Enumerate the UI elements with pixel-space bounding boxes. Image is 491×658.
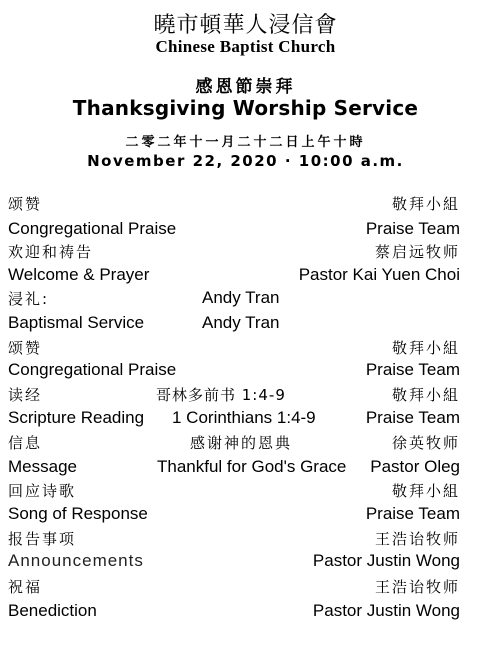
program-item-welcome-english xyxy=(8,265,460,287)
item-leader-english: Praise Team xyxy=(365,219,460,238)
program-item-scripture-chinese xyxy=(8,384,460,406)
item-leader-chinese: 敬拜小組 xyxy=(391,339,460,357)
program-item-announcements-chinese xyxy=(8,528,460,550)
item-title-english: Message xyxy=(8,457,77,476)
item-detail-chinese: Andy Tran xyxy=(202,288,280,307)
item-leader-chinese: 蔡启远牧师 xyxy=(374,243,460,261)
program-item-message-english xyxy=(8,457,460,479)
program-item-praise-2-english xyxy=(8,360,460,382)
program-item-baptism-chinese xyxy=(8,288,460,310)
item-leader-english: Praise Team xyxy=(365,360,460,379)
item-title-chinese: 欢迎和祷告 xyxy=(8,243,94,261)
item-leader-english: Pastor Justin Wong xyxy=(312,551,460,570)
program-item-baptism-english xyxy=(8,313,460,335)
program-item-message-chinese xyxy=(8,432,460,454)
item-title-chinese: 信息 xyxy=(8,434,43,452)
item-title-english: Congregational Praise xyxy=(8,360,177,379)
item-leader-english: Praise Team xyxy=(365,408,460,427)
item-title-english: Song of Response xyxy=(8,504,148,523)
item-title-chinese: 颂赞 xyxy=(8,195,43,213)
item-title-chinese: 回应诗歌 xyxy=(8,482,77,500)
item-title-chinese: 祝福 xyxy=(8,578,43,596)
item-detail-english: Thankful for God's Grace xyxy=(157,457,347,476)
item-title-english: Announcements xyxy=(8,551,144,570)
item-detail-english: 1 Corinthians 1:4-9 xyxy=(172,408,316,427)
item-leader-chinese: 王浩诒牧师 xyxy=(374,578,460,596)
program-item-praise-2-chinese xyxy=(8,337,460,359)
service-date-english: November 22, 2020 · 10:00 a.m. xyxy=(87,152,404,170)
item-title-english: Benediction xyxy=(8,601,97,620)
program-item-benediction-english xyxy=(8,601,460,623)
item-detail-english: Andy Tran xyxy=(202,313,280,332)
item-title-english: Congregational Praise xyxy=(8,219,177,238)
program-item-response-english xyxy=(8,504,460,526)
program-item-praise-chinese xyxy=(8,193,460,215)
item-title-chinese: 报告事项 xyxy=(8,530,77,548)
item-leader-english: Pastor Kai Yuen Choi xyxy=(298,265,460,284)
item-leader-chinese: 敬拜小組 xyxy=(391,482,460,500)
item-title-english: Scripture Reading xyxy=(8,408,145,427)
item-leader-chinese: 王浩诒牧师 xyxy=(374,530,460,548)
service-title-chinese: 感恩節崇拜 xyxy=(195,77,296,97)
church-name-chinese: 曉市頓華人浸信會 xyxy=(153,13,338,38)
item-title-chinese: 颂赞 xyxy=(8,339,43,357)
item-title-chinese: 浸礼: xyxy=(8,290,50,308)
program-item-response-chinese xyxy=(8,480,460,502)
item-title-english: Welcome & Prayer xyxy=(8,265,150,284)
program-item-scripture-english xyxy=(8,408,460,430)
item-detail-chinese: 哥林多前书 1:4-9 xyxy=(156,386,286,404)
item-leader-chinese: 敬拜小組 xyxy=(391,195,460,213)
service-date-chinese: 二零二年十一月二十二日上午十時 xyxy=(125,135,366,150)
program-item-announcements-english xyxy=(8,551,460,573)
item-title-chinese: 读经 xyxy=(8,386,43,404)
item-detail-chinese: 感谢神的恩典 xyxy=(190,434,293,452)
item-title-english: Baptismal Service xyxy=(8,313,145,332)
item-leader-english: Pastor Oleg xyxy=(370,457,460,476)
item-leader-chinese: 敬拜小組 xyxy=(391,386,460,404)
program-item-praise-english xyxy=(8,219,460,241)
church-name-english: Chinese Baptist Church xyxy=(155,37,336,56)
item-leader-chinese: 徐英牧师 xyxy=(391,434,460,452)
item-leader-english: Pastor Justin Wong xyxy=(312,601,460,620)
service-title-english: Thanksgiving Worship Service xyxy=(72,96,419,120)
item-leader-english: Praise Team xyxy=(365,504,460,523)
program-item-welcome-chinese xyxy=(8,241,460,263)
program-item-benediction-chinese xyxy=(8,576,460,598)
